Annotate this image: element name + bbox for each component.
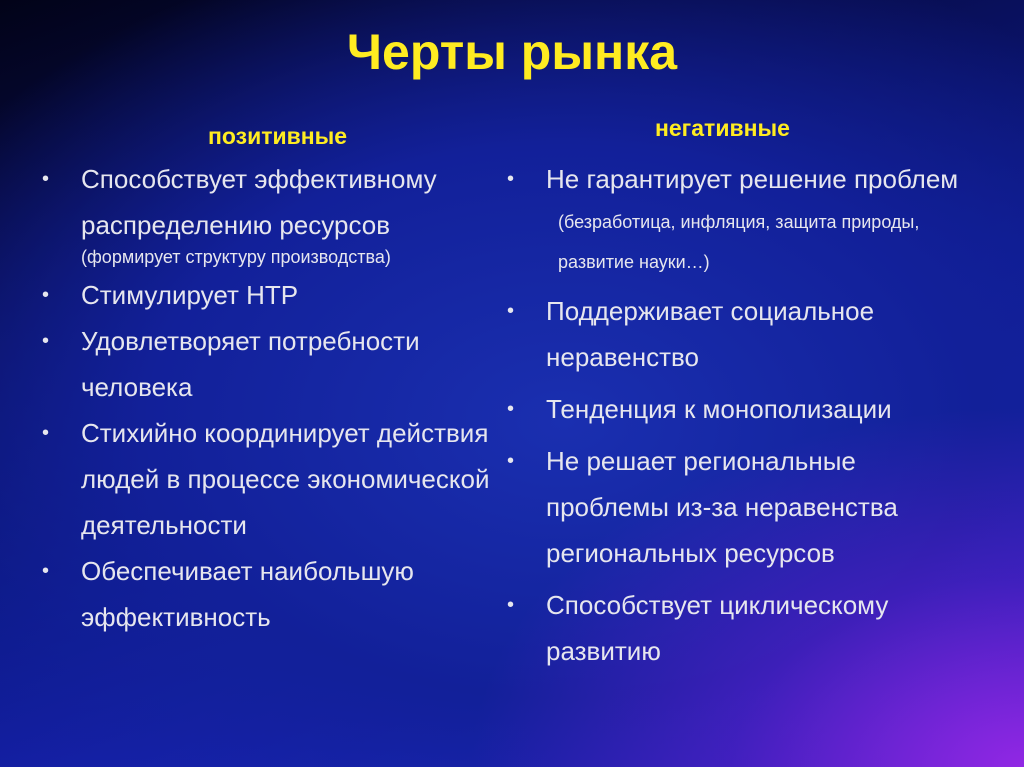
item-text: Стихийно координирует действия людей в процессе экономической деятельности [81,417,490,540]
item-note: (формирует структуру производства) [81,246,391,267]
list-item [505,438,985,576]
negative-column [505,110,985,680]
item-text: Обеспечивает наибольшую эффективность [81,555,414,632]
item-text: Не гарантирует решение проблем [546,163,959,194]
list-item [40,318,500,410]
list-item [40,548,500,640]
bullet-icon: • [42,283,50,306]
bullet-icon: • [507,593,515,616]
bullet-icon: • [42,329,50,352]
slide-title: Черты рынка [346,24,678,80]
negative-heading: негативные [655,115,790,141]
item-note: (безработица, инфляция, защита природы, развитие науки…) [558,211,920,272]
positive-heading: позитивные [208,123,348,149]
positive-list [40,156,500,640]
bullet-icon: • [507,299,515,322]
item-text: Тенденция к монополизации [546,393,892,424]
item-text: Стимулирует НТР [81,279,299,310]
negative-list [505,156,985,674]
list-item [505,386,985,432]
bullet-icon: • [507,167,515,190]
list-item [40,272,500,318]
bullet-icon: • [42,559,50,582]
bullet-icon: • [507,449,515,472]
item-text: Способствует циклическому развитию [546,589,889,666]
list-item [505,288,985,380]
bullet-icon: • [507,397,515,420]
list-item [505,156,985,282]
list-item [40,410,500,548]
bullet-icon: • [42,167,50,190]
item-text: Удовлетворяет потребности человека [81,325,420,402]
list-item [40,156,500,272]
item-text: Не решает региональные проблемы из-за неравенства региональных ресурсов [546,445,898,568]
item-text: Способствует эффективному распределению ресурсов [81,163,437,240]
list-item [505,582,985,674]
bullet-icon: • [42,421,50,444]
item-text: Поддерживает социальное неравенство [546,295,875,372]
positive-column [40,110,500,640]
